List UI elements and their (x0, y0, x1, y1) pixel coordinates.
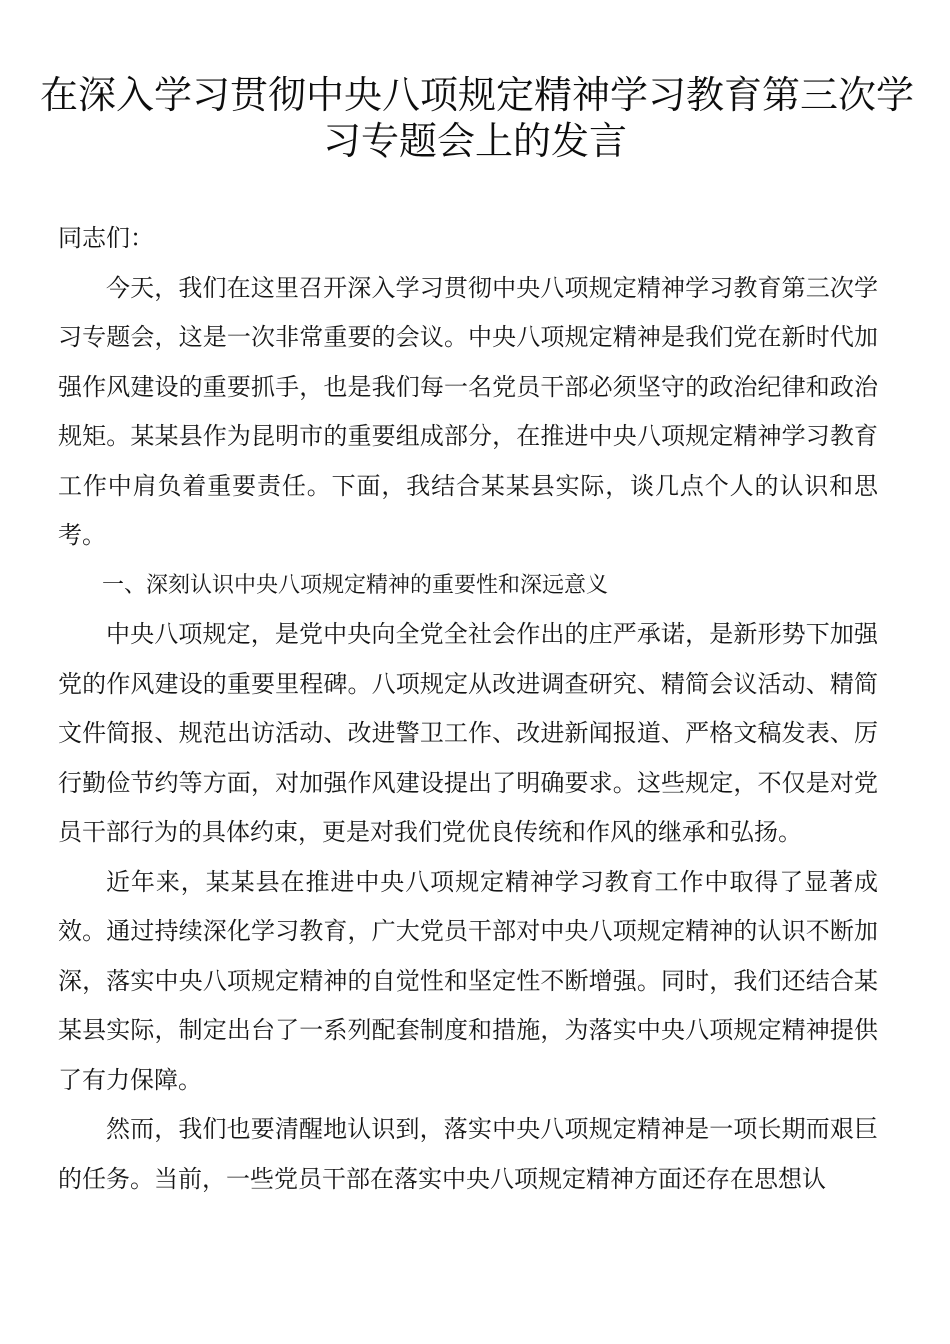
document-title-line-1: 在深入学习贯彻中央八项规定精神学习教育第三次学 (40, 73, 915, 117)
paragraph-3: 近年来，某某县在推进中央八项规定精神学习教育工作中取得了显著成效。通过持续深化学习教育，广大党员干部对中央八项规定精神的认识不断加深，落实中央八项规定精神的自觉性和坚定性不断增强。同时，我们还结合某某县实际，制定出台了一系列配套制度和措施，为落实中央八项规定精神提供了有力保障。 (58, 867, 878, 1094)
document-body (58, 214, 878, 1204)
paragraph-2: 中央八项规定，是党中央向全党全社会作出的庄严承诺，是新形势下加强党的作风建设的重要里程碑。八项规定从改进调查研究、精简会议活动、精简文件简报、规范出访活动、改进警卫工作、改进新闻报道、严格文稿发表、厉行勤俭节约等方面，对加强作风建设提出了明确要求。这些规定，不仅是对党员干部行为的具体约束，更是对我们党优良传统和作风的继承和弘扬。 (58, 620, 878, 846)
section-heading-1: 一、深刻认识中央八项规定精神的重要性和深远意义 (102, 572, 609, 598)
paragraph-4: 然而，我们也要清醒地认识到，落实中央八项规定精神是一项长期而艰巨的任务。当前，一些党员干部在落实中央八项规定精神方面还存在思想认 (58, 1115, 878, 1193)
document-title-line-2: 习专题会上的发言 (322, 119, 627, 163)
salutation: 同志们： (58, 224, 154, 252)
paragraph-intro: 今天，我们在这里召开深入学习贯彻中央八项规定精神学习教育第三次学习专题会，这是一次非常重要的会议。中央八项规定精神是我们党在新时代加强作风建设的重要抓手，也是我们每一名党员干部必须坚守的政治纪律和政治规矩。某某县作为昆明市的重要组成部分，在推进中央八项规定精神学习教育工作中肩负着重要责任。下面，我结合某某县实际，谈几点个人的认识和思考。 (58, 273, 878, 549)
